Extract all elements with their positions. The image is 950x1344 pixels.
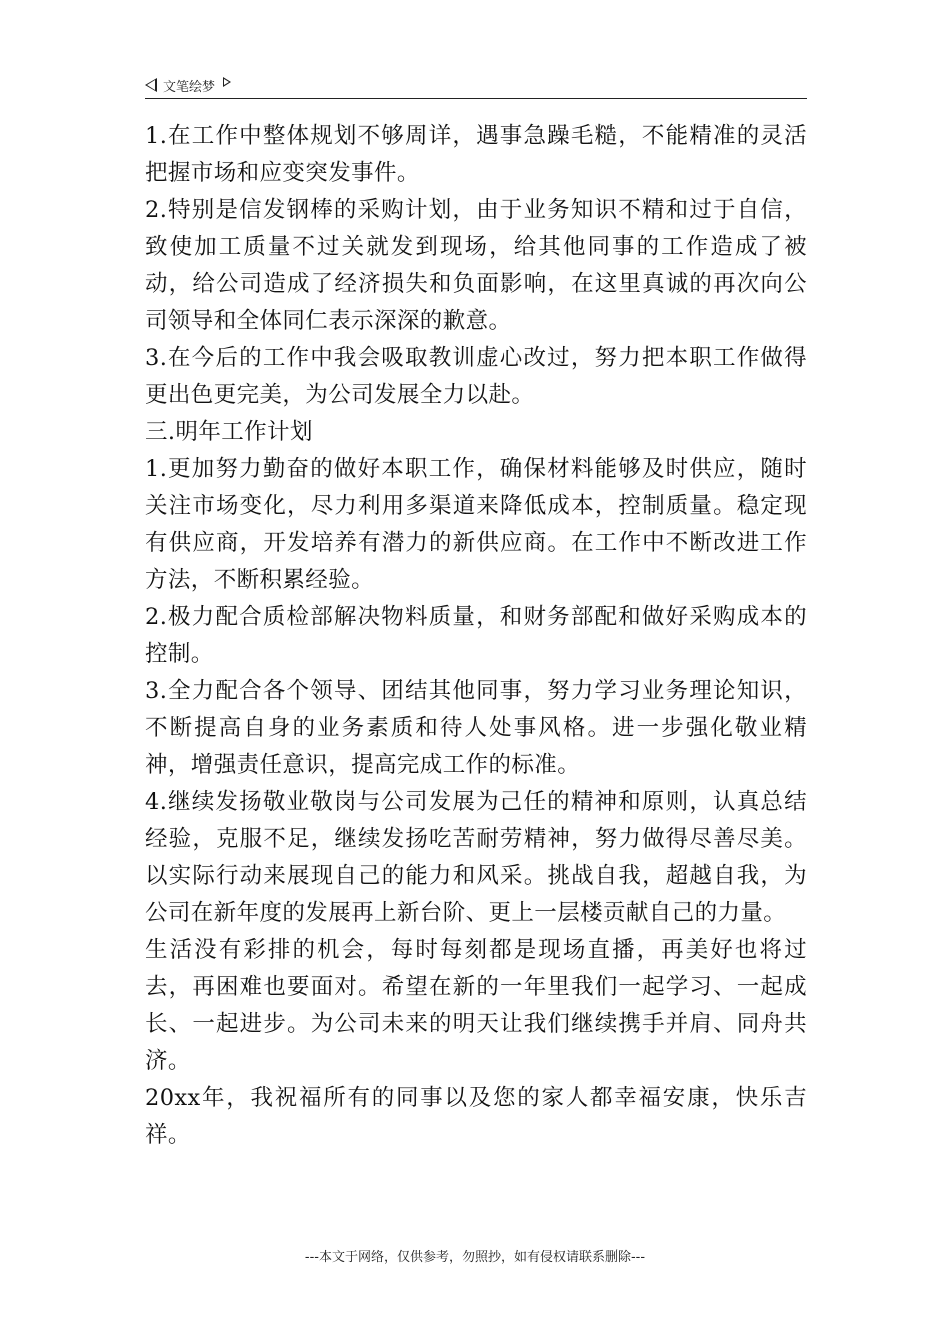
page-header xyxy=(145,72,807,99)
document-body xyxy=(145,118,807,1154)
paragraph: 1.在工作中整体规划不够周详，遇事急躁毛糙，不能精准的灵活把握市场和应变突发事件。 xyxy=(145,123,807,186)
triangle-right-icon xyxy=(223,77,231,87)
header-title: 文笔绘梦 xyxy=(163,79,216,95)
paragraph: 4.继续发扬敬业敬岗与公司发展为己任的精神和原则，认真总结经验，克服不足，继续发扬吃苦耐劳精神，努力做得尽善尽美。以实际行动来展现自己的能力和风采。挑战自我，超越自我，为公司在新年度的发展再上新台阶、更上一层楼贡献自己的力量。 xyxy=(145,789,807,926)
page-footer: ---本文于网络，仅供参考，勿照抄，如有侵权请联系删除--- xyxy=(304,1250,646,1265)
paragraph: 3.全力配合各个领导、团结其他同事，努力学习业务理论知识，不断提高自身的业务素质和待人处事风格。进一步强化敬业精神，增强责任意识，提高完成工作的标准。 xyxy=(145,678,807,778)
triangle-left-icon xyxy=(145,78,157,92)
paragraph: 3.在今后的工作中我会吸取教训虚心改过，努力把本职工作做得更出色更完美，为公司发展全力以赴。 xyxy=(145,345,807,408)
paragraph: 2.极力配合质检部解决物料质量，和财务部配和做好采购成本的控制。 xyxy=(145,604,807,667)
paragraph: 生活没有彩排的机会，每时每刻都是现场直播，再美好也将过去，再困难也要面对。希望在新的一年里我们一起学习、一起成长、一起进步。为公司未来的明天让我们继续携手并肩、同舟共济。 xyxy=(145,937,807,1074)
section-heading: 三.明年工作计划 xyxy=(145,419,313,445)
paragraph: 2.特别是信发钢棒的采购计划，由于业务知识不精和过于自信，致使加工质量不过关就发到现场，给其他同事的工作造成了被动，给公司造成了经济损失和负面影响，在这里真诚的再次向公司领导和全体同仁表示深深的歉意。 xyxy=(145,197,807,334)
paragraph: 1.更加努力勤奋的做好本职工作，确保材料能够及时供应，随时关注市场变化，尽力利用多渠道来降低成本，控制质量。稳定现有供应商，开发培养有潜力的新供应商。在工作中不断改进工作方法，不断积累经验。 xyxy=(145,456,807,593)
paragraph: 20xx年，我祝福所有的同事以及您的家人都幸福安康，快乐吉祥。 xyxy=(145,1085,807,1148)
